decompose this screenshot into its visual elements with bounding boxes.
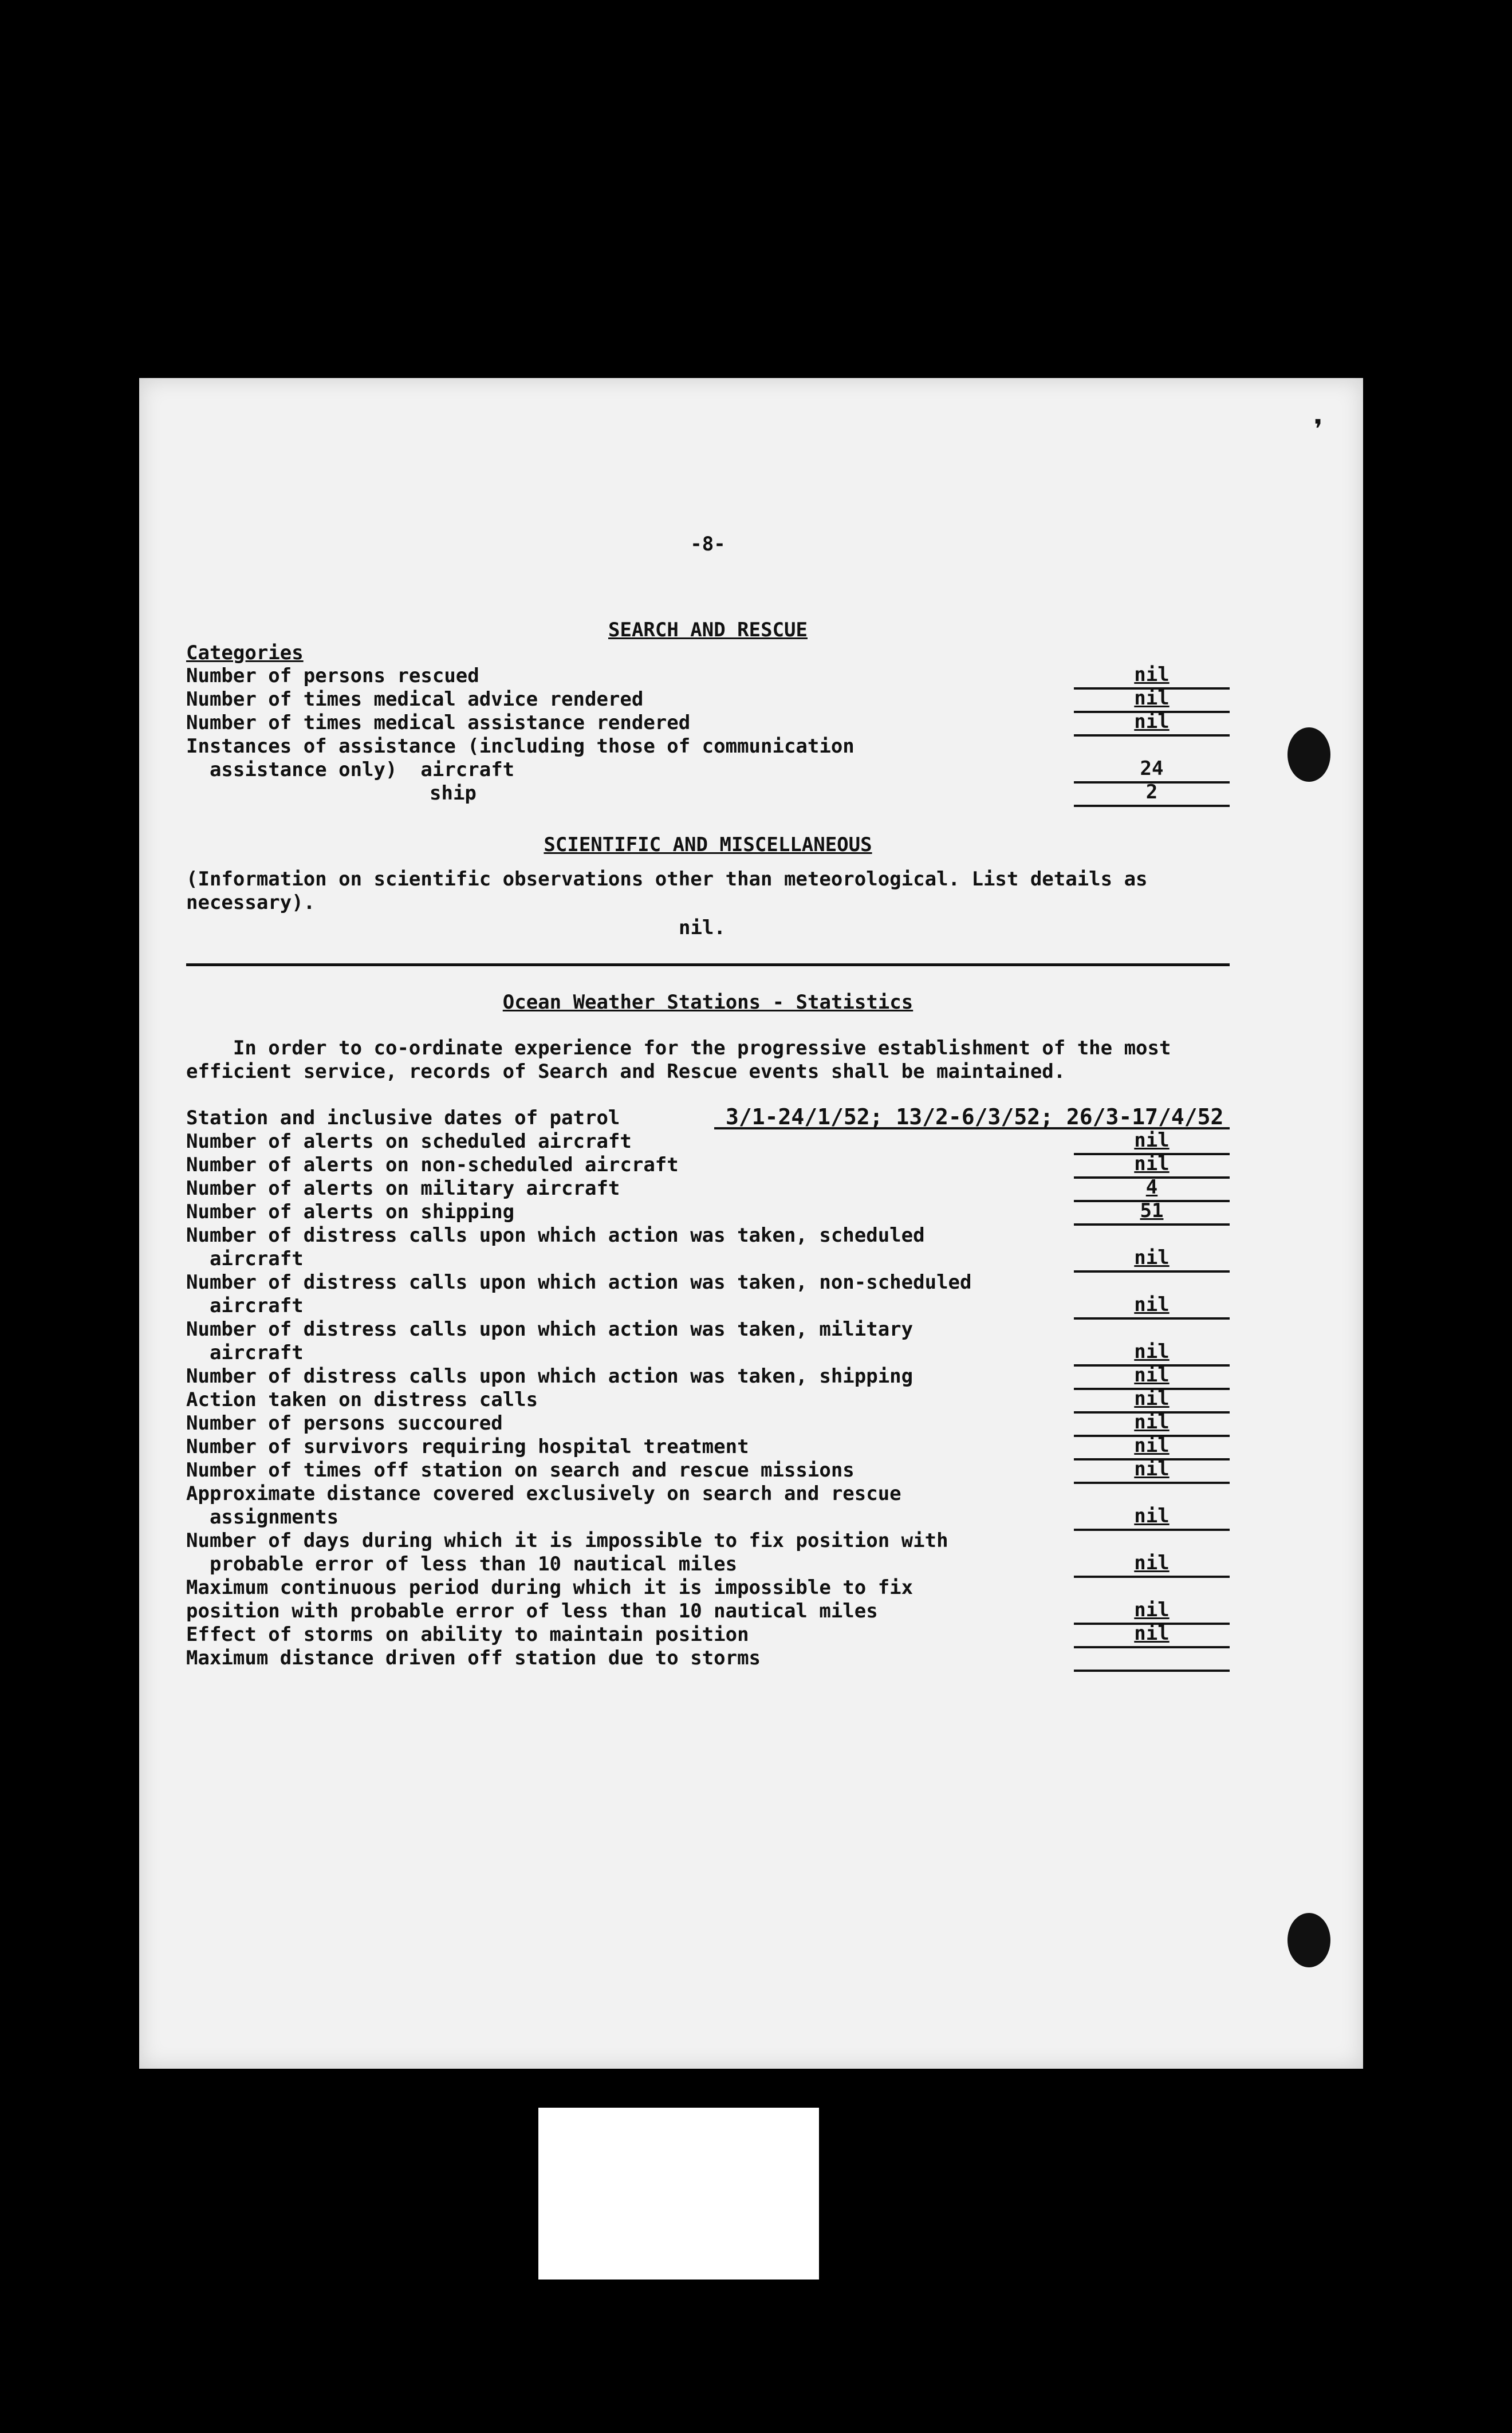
ows-row <box>186 1529 1230 1576</box>
ows-row-value: nil <box>1074 1412 1230 1437</box>
section-divider <box>186 963 1230 966</box>
ows-row <box>186 1576 1230 1623</box>
ows-row <box>186 1177 1230 1200</box>
ows-row <box>186 1224 1230 1271</box>
ows-row-label: Action taken on distress calls <box>186 1388 538 1411</box>
sr-row-label: Number of persons rescued <box>186 664 479 687</box>
ows-row-value: 4 <box>1074 1177 1230 1202</box>
ows-row <box>186 1271 1230 1318</box>
ows-row-value: nil <box>1074 1553 1230 1578</box>
ows-row-label: Number of survivors requiring hospital treatment <box>186 1435 749 1458</box>
sr-row <box>186 688 1230 711</box>
ows-row-value: nil <box>1074 1506 1230 1531</box>
ows-row-label-cont: aircraft <box>186 1341 304 1364</box>
ows-row-value: nil <box>1074 1247 1230 1273</box>
station-row <box>186 1104 1230 1130</box>
ows-row <box>186 1647 1230 1670</box>
ows-row-label: Number of alerts on shipping <box>186 1200 515 1223</box>
instances-line1: Instances of assistance (including those of communication <box>186 735 855 758</box>
label-card <box>538 2108 819 2280</box>
categories-heading: Categories <box>186 641 304 664</box>
ows-row-label: Number of distress calls upon which action was taken, shipping <box>186 1365 914 1388</box>
sr-aircraft-row <box>186 758 1230 782</box>
ows-row-label-cont: position with probable error of less than 10 nautical miles <box>186 1600 878 1623</box>
ows-row <box>186 1318 1230 1365</box>
ows-row-label: Effect of storms on ability to maintain position <box>186 1623 749 1646</box>
ows-row-value: nil <box>1074 1130 1230 1155</box>
ows-row-label: Approximate distance covered exclusively on search and rescue <box>186 1482 901 1505</box>
ows-row-label: Maximum distance driven off station due to storms <box>186 1647 761 1670</box>
ows-row-label: Number of times off station on search and rescue missions <box>186 1459 855 1482</box>
page-number: -8- <box>690 533 726 556</box>
document-page <box>139 378 1363 2069</box>
ows-row-label-cont: aircraft <box>186 1247 304 1270</box>
ows-row-label-cont: assignments <box>186 1506 339 1529</box>
corner-mark: ❜ <box>1308 412 1329 452</box>
ows-row-label: Maximum continuous period during which it is impossible to fix <box>186 1576 914 1599</box>
ows-row-label: Number of distress calls upon which action was taken, military <box>186 1318 914 1341</box>
ows-row-value <box>1074 1647 1230 1672</box>
ows-row-value: nil <box>1074 1435 1230 1460</box>
ows-row-value: nil <box>1074 1600 1230 1625</box>
ows-row-label: Number of days during which it is impossible to fix position with <box>186 1529 948 1552</box>
ows-row-value: nil <box>1074 1365 1230 1390</box>
sr-ship-row <box>186 782 1230 805</box>
ows-row <box>186 1412 1230 1435</box>
ows-row-label: Number of alerts on military aircraft <box>186 1177 620 1200</box>
ows-row-label-cont: probable error of less than 10 nautical miles <box>186 1553 738 1576</box>
scientific-line1: (Information on scientific observations other than meteorological. List details as <box>186 868 1148 891</box>
ows-row <box>186 1435 1230 1459</box>
ows-row <box>186 1153 1230 1177</box>
ows-row-value: nil <box>1074 1459 1230 1484</box>
scientific-line2: necessary). <box>186 891 316 914</box>
station-label: Station and inclusive dates of patrol <box>186 1107 620 1129</box>
scientific-title: SCIENTIFIC AND MISCELLANEOUS <box>544 833 872 856</box>
instances-line2: assistance only) aircraft <box>186 758 515 781</box>
ows-row <box>186 1388 1230 1412</box>
sr-row-label: Number of times medical advice rendered <box>186 688 644 711</box>
sr-row-value: nil <box>1074 711 1230 737</box>
ows-row-label: Number of distress calls upon which action was taken, non-scheduled <box>186 1271 972 1294</box>
ows-row-value: nil <box>1074 1623 1230 1648</box>
ows-intro2: efficient service, records of Search and Rescue events shall be maintained. <box>186 1060 1066 1083</box>
punch-hole-top <box>1287 727 1330 782</box>
ows-row <box>186 1623 1230 1647</box>
ows-row <box>186 1200 1230 1224</box>
sr-row-value: nil <box>1074 688 1230 713</box>
sr-row-label: Number of times medical assistance rendered <box>186 711 691 734</box>
ows-row-value: 51 <box>1074 1200 1230 1226</box>
ows-row <box>186 1130 1230 1153</box>
scientific-value: nil. <box>679 916 726 939</box>
ows-row <box>186 1365 1230 1388</box>
punch-hole-bottom <box>1287 1913 1330 1967</box>
ows-row-value: nil <box>1074 1388 1230 1414</box>
station-value: 3/1-24/1/52; 13/2-6/3/52; 26/3-17/4/52 <box>714 1107 1230 1129</box>
ows-row-value: nil <box>1074 1153 1230 1179</box>
aircraft-value: 24 <box>1074 758 1230 784</box>
ows-intro1: In order to co-ordinate experience for the progressive establishment of the most <box>186 1037 1171 1060</box>
sr-row <box>186 711 1230 735</box>
ows-row-value: nil <box>1074 1294 1230 1320</box>
ows-row-label: Number of alerts on non-scheduled aircraft <box>186 1153 679 1176</box>
search-rescue-title: SEARCH AND RESCUE <box>608 619 808 641</box>
sr-row-value: nil <box>1074 664 1230 690</box>
ship-value: 2 <box>1074 782 1230 807</box>
ows-row-label-cont: aircraft <box>186 1294 304 1317</box>
sr-row <box>186 664 1230 688</box>
ows-row-value: nil <box>1074 1341 1230 1367</box>
ows-row-label: Number of alerts on scheduled aircraft <box>186 1130 632 1153</box>
ows-row-label: Number of distress calls upon which action was taken, scheduled <box>186 1224 925 1247</box>
ows-row-label: Number of persons succoured <box>186 1412 503 1435</box>
ows-row <box>186 1482 1230 1529</box>
ows-row <box>186 1459 1230 1482</box>
ship-label: ship <box>430 782 477 805</box>
ows-title: Ocean Weather Stations - Statistics <box>502 991 914 1014</box>
